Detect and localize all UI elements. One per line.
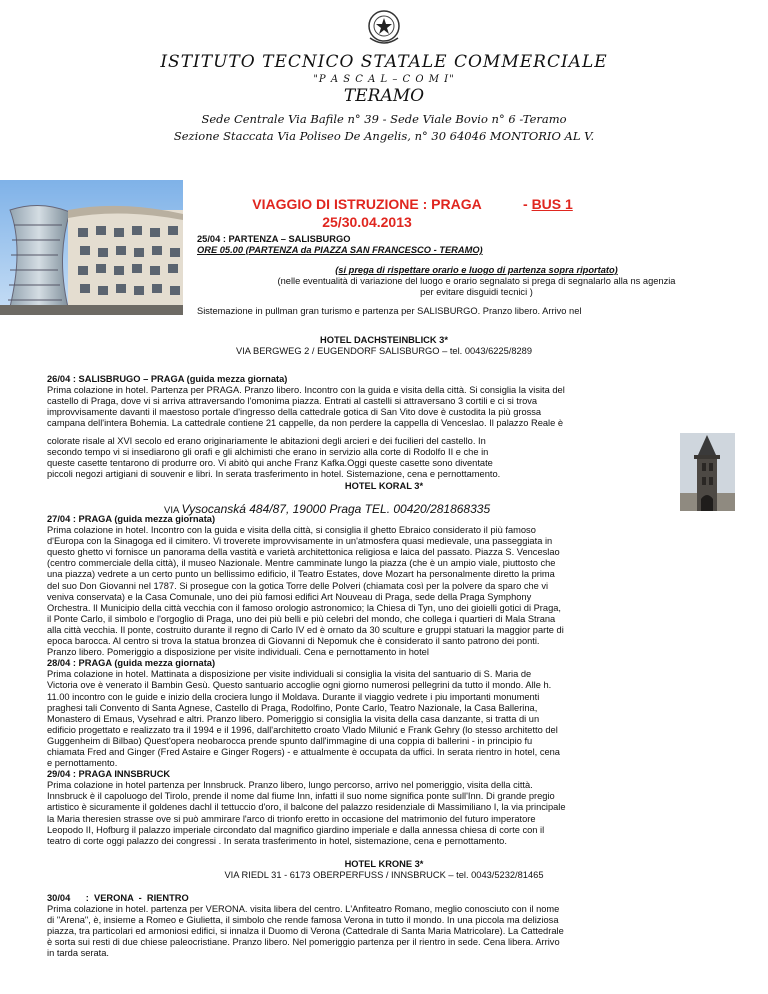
day6-date: 30/04 xyxy=(47,893,71,903)
school-name: ISTITUTO TECNICO STATALE COMMERCIALE xyxy=(160,52,608,72)
day3-line: una piazza) vedrete a un certo punto un bellissimo edificio, il Teatro Estates, dove Mozart ha personalmente diretto la prima xyxy=(47,569,555,580)
day1-departure-time: ORE 05.00 xyxy=(197,245,243,256)
day5-line: Innsbruck è il capoluogo del Tirolo, prende il nome dal fiume Inn, infatti il suo nome significa ponte sull'Inn. Di grande pregio xyxy=(47,791,555,802)
day2-line: campana dell'intera Bohemia. La cattedrale contiene 21 cappelle, da non perdere la cappella di Venceslao. Il palazzo Reale è xyxy=(47,418,564,429)
day3-line: Pranzo libero. Pomeriggio a disposizione per visite individuali. Cena e pernottamento in hotel xyxy=(47,647,429,658)
bus-link[interactable]: BUS 1 xyxy=(531,196,573,212)
day4-line: Victoria ove è venerato il Bambin Gesù. Questo santuario accoglie ogni giorno numerosi pellegrini da tutto il mondo. Alle h. xyxy=(47,680,552,691)
day4-line: 11.00 incontro con le guide e inizio della crociera lungo il Moldava. Durante il viaggio vedrete i piu importanti monumenti xyxy=(47,691,540,702)
day4-line: Prima colazione in hotel. Mattinata a disposizione per visite individuali si consiglia la visita del santuario di S. Maria de xyxy=(47,669,532,680)
day2-line: castello di Praga, dove vi si arriva attraversando l'omonima piazza. Entrati al castelli si attraversano 3 cortili e ci si trova xyxy=(47,396,538,407)
day5-line: Leopodo II, Hofburg il palazzo imperiale circondato dal magnifico giardino imperiale e dalla annessa chiesa di corte con il xyxy=(47,824,545,835)
day5-heading: 29/04 : PRAGA INNSBRUCK xyxy=(47,769,171,780)
day4-line: praghesi tali Convento di Santa Agnese, Castello di Praga, Rodolfino, Ponte Carlo, Teatro Nazionale, la Casa Ballerina, xyxy=(47,702,538,713)
dancing-house-photo xyxy=(0,180,183,315)
republic-seal-emblem xyxy=(364,8,404,46)
day3-line: veniva conservata) e la Casa Comunale, uno dei più famosi edifici Art Nouveau di Praga, sede della Praga Symphony xyxy=(47,591,532,602)
school-address-branch: Sezione Staccata Via Poliseo De Angelis, n° 30 64046 MONTORIO AL V. xyxy=(173,129,595,143)
day1-note-avoid: per evitare disguidi tecnici ) xyxy=(420,287,533,298)
day1-note-respect: (si prega di rispettare orario e luogo di partenza sopra riportato) xyxy=(335,265,618,275)
day3-line: Prima colazione in hotel. Incontro con la guida e visita della città, si consiglia il ghetto Ebraico considerato il più famoso xyxy=(47,525,536,536)
hotel3-name: HOTEL KRONE 3* xyxy=(344,859,424,869)
day6-line: piazza, tra particolari ed armoniosi edifici, si innalza il Duomo di Verona (Cattedrale di Santa Maria Matricolare). La Cattedrale xyxy=(47,926,564,937)
day3-heading: 27/04 : PRAGA (guida mezza giornata) xyxy=(47,514,216,524)
day2-line: improvvisamente davanti il maestoso portale d'ingresso della cattedrale gotica di San Vito dove è custodita la più grossa xyxy=(47,407,542,418)
day4-line: Guggenheim di Bilbao) Quest'opera neobarocca prende spunto dall'immagine di una coppia di ballerini - in principio fu xyxy=(47,735,533,746)
school-city: TERAMO xyxy=(343,86,425,106)
day1-text: Sistemazione in pullman gran turismo e partenza per SALISBURGO. Pranzo libero. Arrivo nel xyxy=(197,306,582,316)
school-subname: "P A S C A L – C O M I" xyxy=(313,74,455,85)
powder-tower-photo xyxy=(680,433,735,511)
hotel2-address: Vysocanská 484/87, 19000 Praga TEL. 00420/281868335 xyxy=(181,502,491,516)
day6-line: Prima colazione in hotel. partenza per VERONA. visita libera del centro. L'Anfiteatro Romano, meglio conosciuto con il nome xyxy=(47,904,560,915)
day4-heading: 28/04 : PRAGA (guida mezza giornata) xyxy=(47,658,216,669)
hotel2-name: HOTEL KORAL 3* xyxy=(344,481,424,491)
day6-line: in tarda serata. xyxy=(47,948,110,959)
day3-line: (centro commerciale della città), il museo Nazionale. Mentre camminate lungo la piazza (che è un ampio viale, piuttosto che xyxy=(47,558,556,569)
hotel1-address: VIA BERGWEG 2 / EUGENDORF SALISBURGO – tel. 0043/6225/8289 xyxy=(235,346,533,357)
day5-line: la Maria theresien strasse ove si può ammirare l'arco di trionfo eretto in occasione del matrimonio del futuro imperatore xyxy=(47,813,536,824)
hotel1-name: HOTEL DACHSTEINBLICK 3* xyxy=(320,335,448,345)
day4-line: Monastero di Emaus, Vysehrad e altri. Pranzo libero. Pomeriggio si consiglia la visita della casa danzante, si tratta di un xyxy=(47,713,540,724)
day2-heading: 26/04 : SALISBRUGO – PRAGA (guida mezza giornata) xyxy=(47,374,288,384)
day2-line: Prima colazione in hotel. Partenza per PRAGA. Pranzo libero. Incontro con la guida e visita della città. Si consiglia la visita del xyxy=(47,385,565,396)
school-address-main: Sede Centrale Via Bafile n° 39 - Sede Viale Bovio n° 6 -Teramo xyxy=(201,112,567,126)
day6-heading: : VERONA - RIENTRO xyxy=(70,893,189,903)
day2-line: colorate risale al XVI secolo ed erano originariamente le abitazioni degli arcieri e dei fucilieri del castello. In xyxy=(47,436,486,446)
day2-line: piccoli negozi artigiani di souvenir e libri. In serata trasferimento in hotel. Sistemazione, cena e pernottamento. xyxy=(47,469,501,480)
day2-line: secondo tempo vi si insediarono gli orafi e gli alchimisti che erano in servizio alla corte di Rodolfo II e che in xyxy=(47,447,489,458)
day1-departure-place: (PARTENZA da PIAZZA SAN FRANCESCO - TERAMO) xyxy=(243,245,483,256)
day1-note-variation: (nelle eventualità di variazione del luogo e orario segnalato si prega di segnalarlo alla ns agenzia xyxy=(277,276,676,287)
day4-line: edificio progettato e realizzato tra il 1994 e il 1996, dall'architetto croato Vlado Milunić e Frank Gehry (lo stesso architetto del xyxy=(47,724,558,735)
day5-line: artistico è sicuramente il goldenes dachl il tettuccio d'oro, il balcone del palazzo residenziale di Massimiliano I, la via principale xyxy=(47,802,566,813)
day3-line: Orchestra. Il Municipio della città vecchia con il famoso orologio astronomico; la Chiesa di Tyn, uno dei gioielli gotici di Praga, xyxy=(47,602,561,613)
day5-line: Prima colazione in hotel partenza per Innsbruck. Pranzo libero, lungo percorso, arrivo nel pomeriggio, visita della città. xyxy=(47,780,533,791)
day6-line: di "Arena", è, insieme a Romeo e Giulietta, il simbolo che rende famosa Verona in tutto il mondo. In una piccola ma deliziosa xyxy=(47,915,559,926)
day3-line: del suo Don Giovanni nel 1787. Si prosegue con la gotica Torre delle Polveri (chiamata così per la polvere da sparo che vi xyxy=(47,580,549,591)
bus-prefix: - xyxy=(523,196,532,212)
trip-dates: 25/30.04.2013 xyxy=(322,214,412,230)
trip-title: VIAGGIO DI ISTRUZIONE : PRAGA xyxy=(252,196,482,212)
day3-line: epoca barocca. Al centro si trova la statua bronzea di Giovanni di Nepomuk che è considerato il santo patrono dei ponti. xyxy=(47,636,540,647)
day3-line: alla città vecchia. Il ponte, costruito durante il regno di Carlo IV ed è ornato da 30 sculture e gruppi statuari la maggior parte di xyxy=(47,624,564,635)
day6-line: è sorta sui resti di due chiese paleocristiane. Pranzo libero. Nel pomeriggio partenza per il rientro in sede. Cena libera. Arrivo xyxy=(47,937,560,948)
day4-line: e pernottamento. xyxy=(47,758,118,769)
day5-line: teatro di corte oggi palazzo dei congressi . In serata trasferimento in hotel, sistemazione, cena e pernottamento. xyxy=(47,835,507,846)
day3-line: il Ponte Carlo, il simbolo e l'orgoglio di Praga, uno dei più belli e più celebri del mondo, che collega i quartieri di Mala Strana xyxy=(47,613,556,624)
day3-line: d'Europa con la Sinagoga ed il cimitero. Vi troverete improvvisamente in un'atmosfera quasi medievale, una passeggiata in xyxy=(47,536,553,547)
hotel3-address: VIA RIEDL 31 - 6173 OBERPERFUSS / INNSBRUCK – tel. 0043/5232/81465 xyxy=(224,870,544,881)
day4-line: chiamata Fred and Ginger (Fred Astaire e Ginger Rogers) - e attualmente è occupata da uffici. In serata rientro in hotel, cena xyxy=(47,746,560,757)
day3-line: questo ghetto vi fornisce un panorama della vastità e varietà architettonica religiosa e laica del passato. Piazza S. Venceslao xyxy=(47,547,560,558)
day2-line: queste casette tentarono di produrre oro. Vi abitò qui anche Franz Kafka.Oggi queste casette sono diventate xyxy=(47,458,493,469)
day1-heading: 25/04 : PARTENZA – SALISBURGO xyxy=(197,234,351,244)
hotel2-via: VIA xyxy=(164,505,182,516)
